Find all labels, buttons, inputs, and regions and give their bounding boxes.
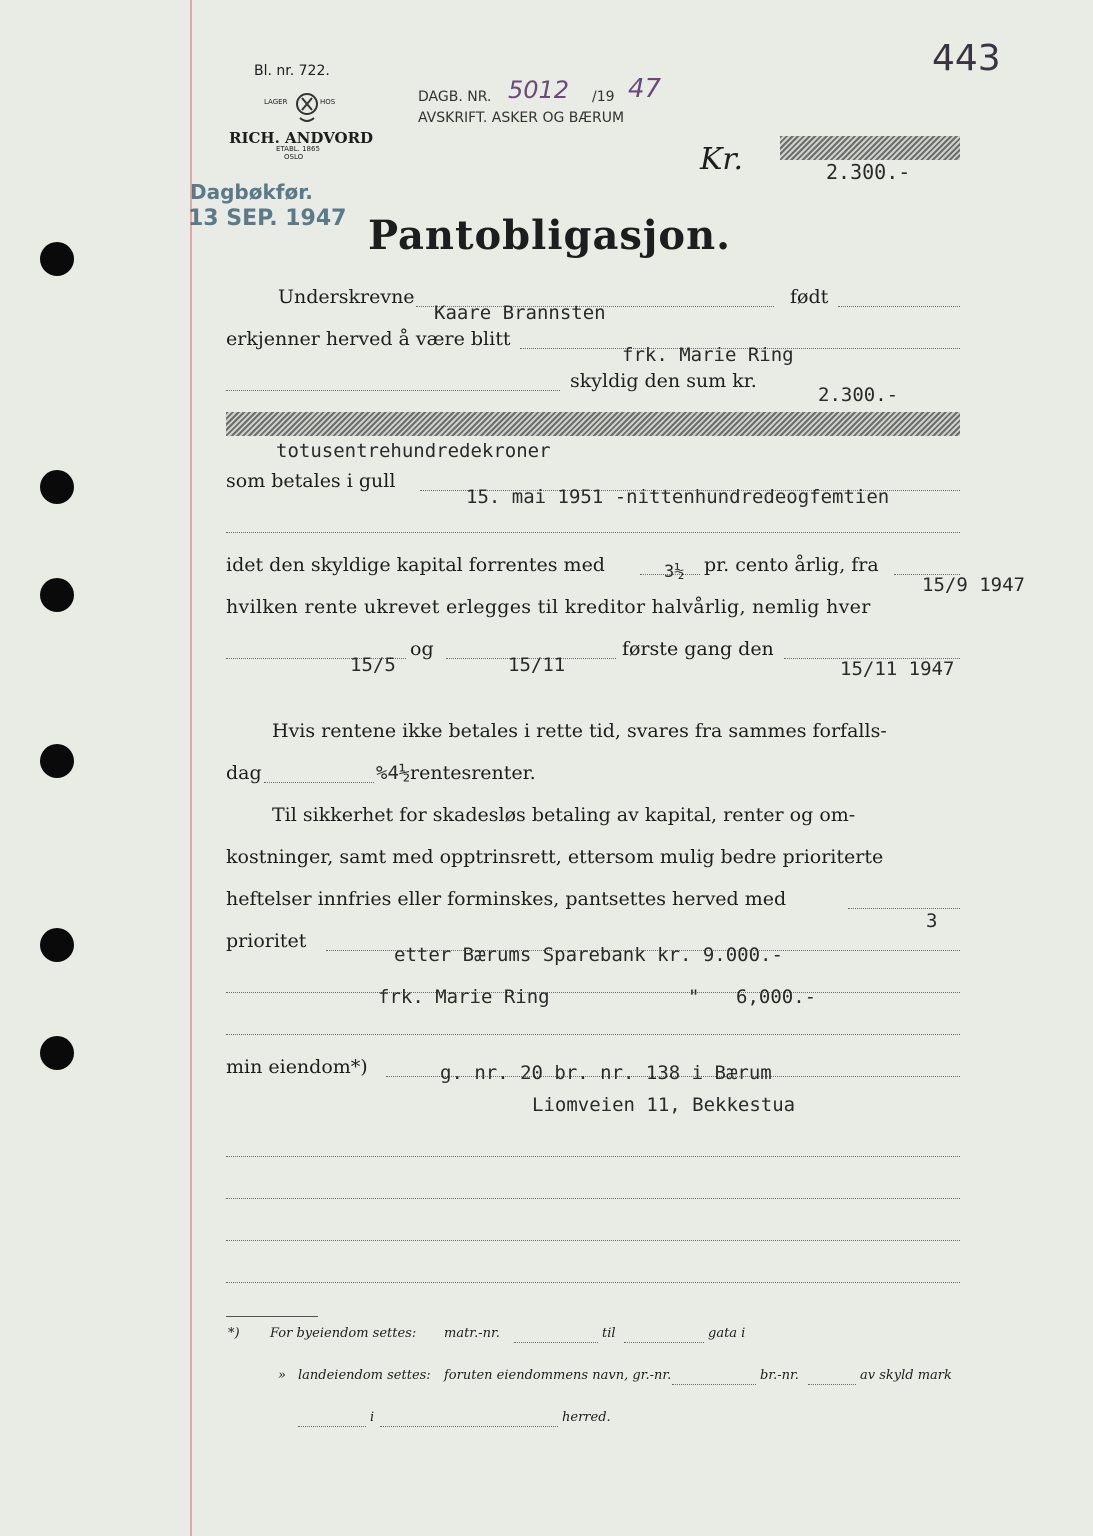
publisher-name: RICH. ANDVORD (229, 129, 374, 147)
punch-hole (40, 242, 74, 276)
property-line-1: g. nr. 20 br. nr. 138 i Bærum (440, 1062, 772, 1084)
skyldig-label: skyldig den sum kr. (570, 370, 757, 392)
interest-date-1: 15/5 (350, 654, 396, 676)
crest-icon (272, 84, 342, 128)
prior-line-2-ditto: " (688, 986, 700, 1008)
avskrift-stamp: AVSKRIFT. ASKER OG BÆRUM (418, 110, 625, 126)
dots (226, 1198, 960, 1199)
footnote-1-d: gata i (708, 1326, 746, 1341)
property-line-2: Liomveien 11, Bekkestua (532, 1094, 796, 1116)
dots (672, 1384, 756, 1385)
page-number: 443 (932, 38, 1001, 79)
logo-left: LAGER (264, 98, 288, 106)
dots (624, 1342, 704, 1343)
dots (226, 1034, 960, 1035)
til-line-2: kostninger, samt med opptrinsrett, ettersom mulig bedre prioriterte (226, 846, 884, 868)
hvis-label: Hvis rentene ikke betales i rette tid, svares fra sammes forfalls- (272, 720, 887, 742)
sum-words: totusentrehundredekroner (276, 440, 551, 462)
footnote-1-a: For byeiendom settes: (270, 1326, 417, 1341)
footnote-2-c: br.-nr. (760, 1368, 799, 1383)
punch-hole (40, 744, 74, 778)
dots (838, 306, 960, 307)
prior-line-1: etter Bærums Sparebank kr. 9.000.- (394, 944, 783, 966)
dots (226, 1156, 960, 1157)
footnote-2-d: av skyld mark (860, 1368, 952, 1383)
dots (226, 1240, 960, 1241)
form-number: Bl. nr. 722. (254, 63, 330, 79)
publisher-est: ETABL. 1865 (276, 145, 320, 153)
punch-hole (40, 928, 74, 962)
dots (380, 1426, 558, 1427)
due-date: 15. mai 1951 -nittenhundredeogfemtien (466, 486, 890, 508)
footnote-2-mark: » (278, 1368, 286, 1383)
dots (848, 908, 960, 909)
sum-hatch (226, 412, 960, 436)
footnote-rule (226, 1316, 318, 1317)
footnote-2-a: landeiendom settes: (298, 1368, 431, 1383)
dots (298, 1426, 366, 1427)
footnote-1-c: til (602, 1326, 616, 1341)
dagb-year-value: 47 (628, 74, 662, 104)
first-payment-date: 15/11 1947 (840, 658, 955, 680)
sum-value: 2.300.- (818, 384, 899, 406)
footnote-3-b: herred. (562, 1410, 611, 1425)
interest-start: 15/9 1947 (922, 574, 1025, 596)
prioritet-label: prioritet (226, 930, 307, 952)
pr-cento-label: pr. cento årlig, fra (704, 554, 879, 576)
dagbok-stamp: Dagbøkfør. (190, 180, 313, 204)
fodt-label: født (790, 286, 829, 308)
dagb-nr-label: DAGB. NR. (418, 89, 492, 105)
publisher-city: OSLO (284, 153, 304, 161)
punch-hole (40, 470, 74, 504)
dagb-year-prefix: /19 (592, 89, 615, 105)
forste-label: første gang den (622, 638, 774, 660)
publisher-logo (272, 84, 342, 128)
dots (808, 1384, 856, 1385)
priority-number: 3 (926, 910, 938, 932)
dots (514, 1342, 598, 1343)
punch-hole (40, 1036, 74, 1070)
min-eiendom-label: min eiendom*) (226, 1056, 368, 1078)
interest-rate: 3½ (664, 562, 685, 582)
punch-hole (40, 578, 74, 612)
footnote-3-a: i (370, 1410, 375, 1425)
amount-label: Kr. (700, 142, 743, 177)
document-title: Pantobligasjon. (368, 212, 732, 259)
hvilken-label: hvilken rente ukrevet erlegges til kreditor halvårlig, nemlig hver (226, 596, 871, 618)
rentes-label: rentesrenter. (410, 762, 536, 784)
amount-hatch (780, 136, 960, 160)
creditor-name: frk. Marie Ring (622, 344, 794, 366)
til-line-1: Til sikkerhet for skadesløs betaling av kapital, renter og om- (272, 804, 856, 826)
dagbok-date-stamp: 13 SEP. 1947 (188, 206, 347, 231)
til-line-3: heftelser innfries eller forminskes, pantsettes herved med (226, 888, 787, 910)
idet-label: idet den skyldige kapital forrentes med (226, 554, 605, 576)
footnote-2-b: foruten eiendommens navn, gr.-nr. (444, 1368, 672, 1383)
footnote-1-mark: *) (228, 1326, 240, 1341)
prior-line-2-name: frk. Marie Ring (378, 986, 550, 1008)
betales-label: som betales i gull (226, 470, 396, 492)
dots (264, 782, 374, 783)
interest-date-2: 15/11 (508, 654, 566, 676)
penalty-rate: %4½ (376, 762, 411, 784)
debtor-name: Kaare Brannsten (434, 302, 606, 324)
dots (226, 532, 960, 533)
dagb-nr-value: 5012 (508, 76, 570, 104)
undersk-label: Underskrevne (278, 286, 415, 308)
logo-right: HOS (320, 98, 336, 106)
prior-line-2-amount: 6,000.- (736, 986, 817, 1008)
amount-value: 2.300.- (826, 160, 911, 184)
og-label: og (410, 638, 434, 660)
erkjenner-label: erkjenner herved å være blitt (226, 328, 511, 350)
dots (226, 1282, 960, 1283)
dots (226, 390, 560, 391)
dag-label: dag (226, 762, 262, 784)
dots (226, 992, 960, 993)
footnote-1-b: matr.-nr. (444, 1326, 500, 1341)
